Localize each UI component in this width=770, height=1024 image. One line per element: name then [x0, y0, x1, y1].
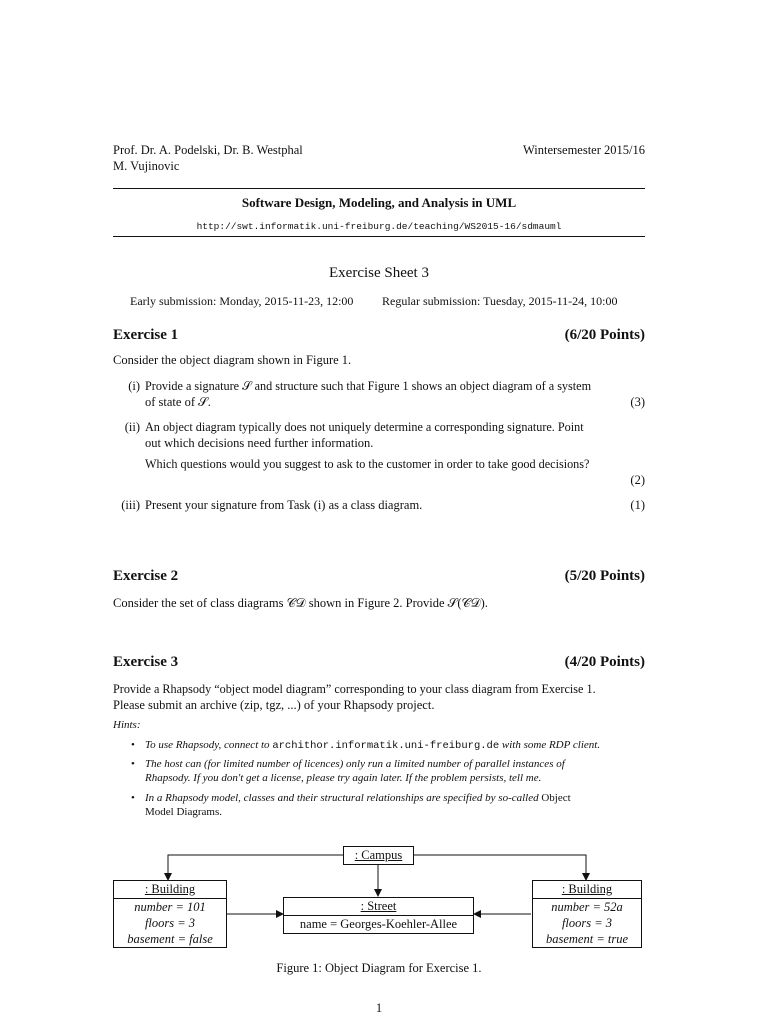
task-ii-label: (ii) [124, 420, 140, 434]
building-left-name: : Building [114, 881, 226, 899]
task-ii-line3: Which questions would you suggest to ask to the customer in order to take good decisions? [145, 457, 590, 471]
task-iii-label: (iii) [121, 498, 140, 512]
hint-3-italic: In a Rhapsody model, classes and their structural relationships are specified by so-called [145, 792, 539, 804]
task-i-label: (i) [128, 379, 140, 393]
exercise-2-title: Exercise 2 [113, 568, 179, 584]
building-right-floors: floors = 3 [561, 916, 613, 930]
exercise-1-intro: Consider the object diagram shown in Figure 1. [113, 353, 352, 367]
street-object [283, 897, 474, 934]
link-campus-building-left [168, 855, 343, 880]
hint-1-host: archithor.informatik.uni-freiburg.de [272, 740, 500, 752]
task-ii-line2: out which decisions need further information. [145, 436, 374, 450]
exercise-3-line1: Provide a Rhapsody “object model diagram” corresponding to your class diagram from Exercise 1. [113, 682, 596, 696]
link-campus-building-right [412, 855, 586, 880]
figure-1-caption: Figure 1: Object Diagram for Exercise 1. [276, 961, 482, 975]
exercise-3-title: Exercise 3 [113, 654, 179, 670]
task-ii-points: (2) [630, 473, 645, 487]
hint-2-line1: • The host can (for limited number of licences) only run a limited number of parallel instances of [145, 758, 565, 770]
exercise-2-points: (5/20 Points) [564, 568, 645, 584]
task-iii-points: (1) [630, 498, 645, 512]
hint-1-pre: To use Rhapsody, connect to [145, 739, 270, 751]
campus-object-name: : Campus [354, 848, 403, 862]
sheet-title: Exercise Sheet 3 [329, 265, 429, 281]
building-left-floors: floors = 3 [144, 916, 196, 930]
task-ii-line1: An object diagram typically does not uniquely determine a corresponding signature. Point [145, 420, 584, 434]
page-number: 1 [375, 1001, 383, 1015]
semester: Wintersemester 2015/16 [522, 143, 645, 157]
hint-1-post: with some RDP client. [501, 739, 601, 751]
exercise-3-points: (4/20 Points) [564, 654, 645, 670]
campus-object [343, 846, 414, 865]
task-i-line1: Provide a signature 𝒮 and structure such that Figure 1 shows an object diagram of a system [145, 379, 592, 393]
street-object-attr: name = Georges-Koehler-Allee [299, 917, 458, 931]
building-left-object [113, 880, 227, 948]
early-submission: Early submission: Monday, 2015-11-23, 12:00 [130, 294, 354, 308]
task-iii-line1: Present your signature from Task (i) as a class diagram. [145, 498, 423, 512]
street-object-name: : Street [284, 898, 473, 916]
course-title: Software Design, Modeling, and Analysis in UML [241, 195, 517, 210]
hints-label: Hints: [113, 719, 141, 731]
hint-3-line2: Model Diagrams. [145, 806, 222, 818]
building-right-name: : Building [533, 881, 641, 899]
task-i-points: (3) [630, 395, 645, 409]
authors-line-2: M. Vujinovic [113, 159, 180, 173]
regular-submission: Regular submission: Tuesday, 2015-11-24, 10:00 [382, 294, 618, 308]
building-left-basement: basement = false [127, 932, 213, 946]
exercise-1-points: (6/20 Points) [564, 327, 645, 343]
hint-3-normal: Object [541, 792, 571, 804]
exercise-2-text: Consider the set of class diagrams 𝒞𝒟 shown in Figure 2. Provide 𝒮(𝒞𝒟). [113, 596, 488, 610]
building-left-number: number = 101 [134, 900, 206, 914]
building-right-number: number = 52a [551, 900, 623, 914]
building-right-object [532, 880, 642, 948]
exercise-1-title: Exercise 1 [113, 327, 179, 343]
exercise-3-line2: Please submit an archive (zip, tgz, ...) of your Rhapsody project. [113, 698, 435, 712]
building-right-basement: basement = true [545, 932, 629, 946]
course-url: http://swt.informatik.uni-freiburg.de/teaching/WS2015-16/sdmauml [196, 221, 562, 232]
task-i-line2: of state of 𝒮. [145, 395, 211, 409]
hint-2-line2: Rhapsody. If you don't get a license, please try again later. If the problem persists, tell me. [145, 772, 542, 784]
authors-line-1: Prof. Dr. A. Podelski, Dr. B. Westphal [113, 143, 303, 157]
